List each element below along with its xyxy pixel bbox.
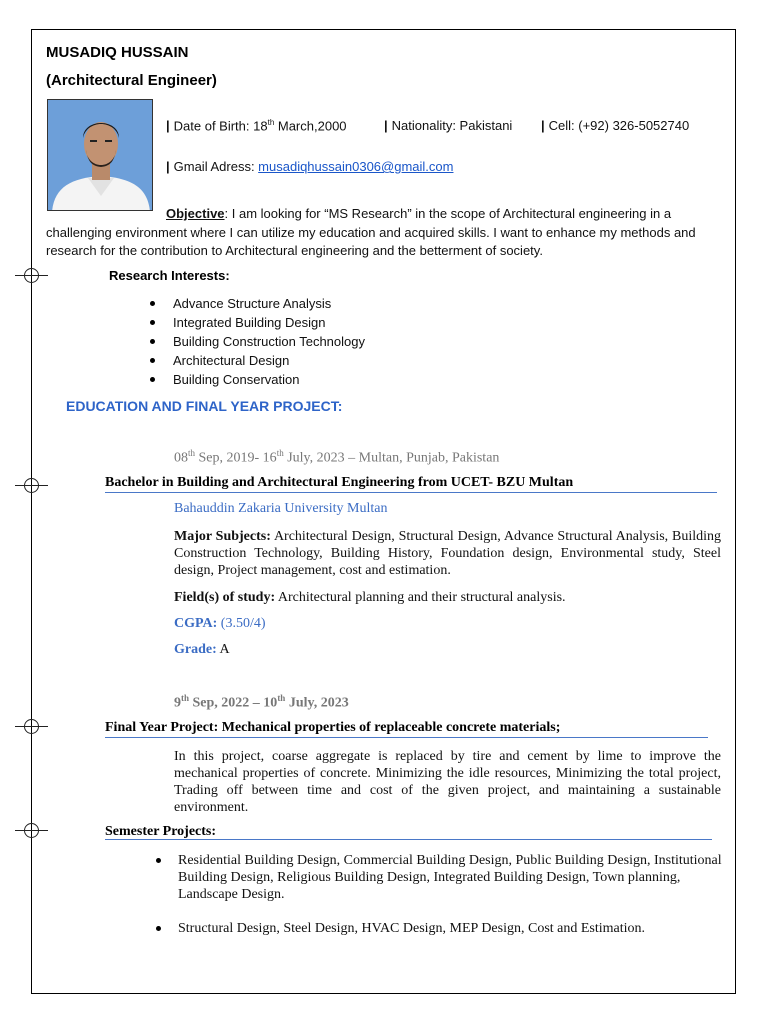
dob-field: [166, 118, 347, 133]
semester-projects-list: [150, 852, 725, 903]
list-item: Advance Structure Analysis: [148, 294, 365, 313]
grade-label: Grade:: [174, 642, 217, 657]
profile-photo-illustration: [48, 100, 153, 211]
heading-underline: [105, 492, 717, 493]
separator: |: [541, 118, 545, 133]
person-name: MUSADIQ HUSSAIN: [46, 44, 189, 61]
dob-rest: March,2000: [274, 118, 347, 134]
email-link[interactable]: musadiqhussain0306@gmail.com: [258, 159, 454, 174]
list-item: Building Conservation: [148, 370, 365, 389]
separator: |: [166, 159, 170, 174]
date-suffix: th: [277, 693, 286, 703]
list-item: Structural Design, Steel Design, HVAC Design, MEP Design, Cost and Estimation.: [150, 920, 725, 937]
dob-suffix: th: [267, 118, 275, 127]
separator: |: [166, 118, 170, 134]
punch-hole: [24, 719, 39, 734]
objective-paragraph: [46, 205, 722, 261]
dob-label: Date of Birth: 18: [173, 118, 268, 134]
gmail-field: [166, 159, 453, 174]
cgpa-value: (3.50/4): [217, 616, 266, 631]
list-item: Residential Building Design, Commercial Building Design, Public Building Design, Institutional Building Design, Religious Building Design, Integrated Building Design, Town planning, Landscape Design.: [150, 852, 725, 903]
separator: |: [384, 118, 388, 133]
gmail-label: Gmail Adress:: [173, 159, 259, 174]
date-part: July, 2023: [285, 695, 349, 711]
field-label: Field(s) of study:: [174, 590, 276, 605]
major-subjects-label: Major Subjects:: [174, 529, 271, 544]
date-part: 9: [174, 695, 181, 711]
date-part: Sep, 2022 – 10: [189, 695, 278, 711]
list-item: Integrated Building Design: [148, 313, 365, 332]
major-subjects: [174, 528, 721, 579]
cell-field: [541, 118, 689, 133]
grade: [174, 641, 721, 658]
degree-heading: Bachelor in Building and Architectural Engineering from UCET- BZU Multan: [105, 475, 574, 490]
major-subjects-text: Architectural Design, Structural Design, Advance Structural Analysis, Building Construction Technology, Building History, Foundation design, Environmental study, Steel design, Project management, cost and estimation.: [174, 529, 722, 578]
date-suffix: th: [188, 448, 196, 458]
objective-text: : I am looking for “MS Research” in the scope of Architectural engineering in a challenging environment where I can utilize my education and acquired skills. I want to enhance my methods and research for the contribution to Architectural engineering and the betterment of society.: [46, 206, 696, 258]
cell-text: Cell: (+92) 326-5052740: [548, 118, 690, 133]
cgpa: [174, 615, 721, 632]
date-suffix: th: [276, 448, 284, 458]
date-part: 08: [174, 450, 188, 466]
punch-hole: [24, 478, 39, 493]
research-interests-list: [148, 294, 365, 389]
objective-label: Objective: [166, 206, 225, 221]
person-role: (Architectural Engineer): [46, 72, 217, 89]
heading-underline: [105, 737, 708, 738]
semester-projects-list: [150, 920, 725, 937]
project-heading: Final Year Project: Mechanical properties of replaceable concrete materials;: [105, 720, 561, 735]
heading-underline: [105, 839, 712, 840]
date-suffix: th: [181, 693, 190, 703]
project-description: In this project, coarse aggregate is replaced by tire and cement by lime to improve the mechanical properties of concrete. Minimizing the idle resources, Minimizing the total project, Trading off between time and cost of the given project, and maintaining a sustainable environment.: [174, 749, 721, 815]
date-part: July, 2023 – Multan, Punjab, Pakistan: [283, 450, 500, 466]
nationality-field: [384, 118, 512, 133]
research-interests-title: Research Interests:: [109, 268, 230, 283]
education-date: [174, 448, 499, 467]
date-part: Sep, 2019- 16: [195, 450, 277, 466]
punch-hole: [24, 823, 39, 838]
list-item: Architectural Design: [148, 351, 365, 370]
field-of-study: [174, 589, 721, 606]
semester-projects-title: Semester Projects:: [105, 824, 217, 839]
field-text: Architectural planning and their structural analysis.: [275, 590, 566, 605]
list-item: Building Construction Technology: [148, 332, 365, 351]
grade-value: A: [216, 642, 230, 657]
profile-photo: [47, 99, 153, 211]
cgpa-label: CGPA:: [174, 616, 218, 631]
project-date: [174, 693, 349, 712]
nationality-text: Nationality: Pakistani: [391, 118, 513, 133]
education-section-title: EDUCATION AND FINAL YEAR PROJECT:: [66, 398, 343, 414]
punch-hole: [24, 268, 39, 283]
university-name: Bahauddin Zakaria University Multan: [174, 501, 388, 516]
